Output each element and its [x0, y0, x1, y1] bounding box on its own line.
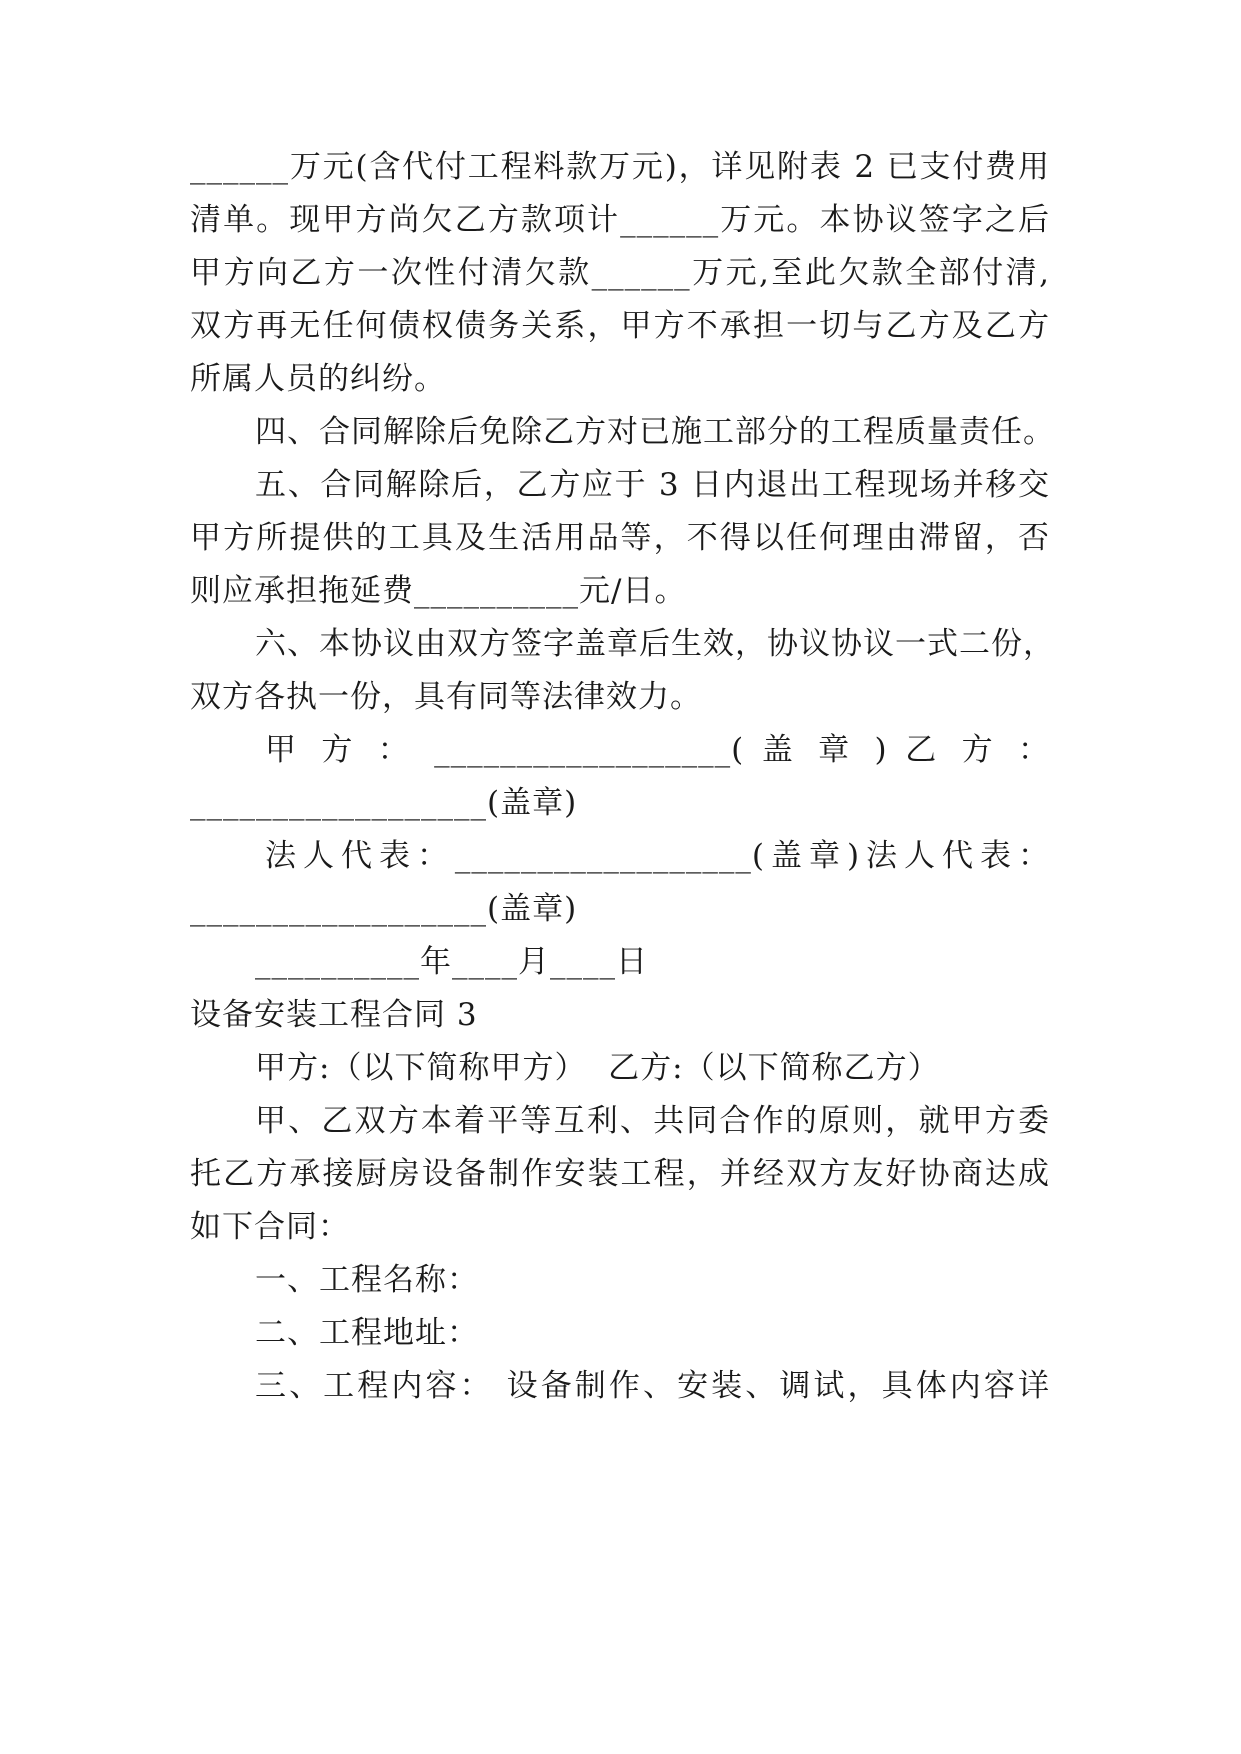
- paragraph-line: 双方再无任何债权债务关系，甲方不承担一切与乙方及乙方: [190, 308, 1050, 344]
- party-a-signature-line: 甲 方 ： __________________( 盖 章 ) 乙 方 ：: [265, 732, 1050, 768]
- legal-rep-line: 法人代表：__________________(盖章)法人代表：: [265, 838, 1050, 874]
- project-content: 三、工程内容： 设备制作、安装、调试，具体内容详: [255, 1368, 1050, 1404]
- paragraph-line: 如下合同：: [190, 1209, 350, 1245]
- clause-six: 六、本协议由双方签字盖章后生效，协议协议一式二份，: [255, 626, 1055, 662]
- project-name: 一、工程名称：: [255, 1262, 479, 1298]
- project-address: 二、工程地址：: [255, 1315, 479, 1351]
- paragraph-line: 清单。现甲方尚欠乙方款项计______万元。本协议签字之后: [190, 202, 1050, 238]
- paragraph-line: 则应承担拖延费__________元/日。: [190, 573, 687, 609]
- paragraph-line: 双方各执一份，具有同等法律效力。: [190, 679, 702, 715]
- legal-rep-b-line: __________________(盖章): [190, 891, 578, 927]
- paragraph-line: 甲方所提供的工具及生活用品等，不得以任何理由滞留，否: [190, 520, 1050, 556]
- paragraph-line: 所属人员的纠纷。: [190, 361, 446, 397]
- clause-five: 五、合同解除后，乙方应于 3 日内退出工程现场并移交: [255, 467, 1050, 503]
- paragraph-line: 甲、乙双方本着平等互利、共同合作的原则，就甲方委: [255, 1103, 1050, 1139]
- paragraph-line: 甲方向乙方一次性付清欠款______万元,至此欠款全部付清,: [190, 255, 1050, 291]
- paragraph-line: ______万元(含代付工程料款万元)，详见附表 2 已支付费用: [190, 149, 1050, 185]
- date-line: __________年____月____日: [255, 944, 648, 980]
- parties-line: 甲方:（以下简称甲方） 乙方:（以下简称乙方）: [255, 1050, 940, 1086]
- contract-title: 设备安装工程合同 3: [190, 997, 478, 1033]
- party-b-signature-line: __________________(盖章): [190, 785, 578, 821]
- paragraph-line: 托乙方承接厨房设备制作安装工程，并经双方友好协商达成: [190, 1156, 1050, 1192]
- clause-four: 四、合同解除后免除乙方对已施工部分的工程质量责任。: [255, 414, 1055, 450]
